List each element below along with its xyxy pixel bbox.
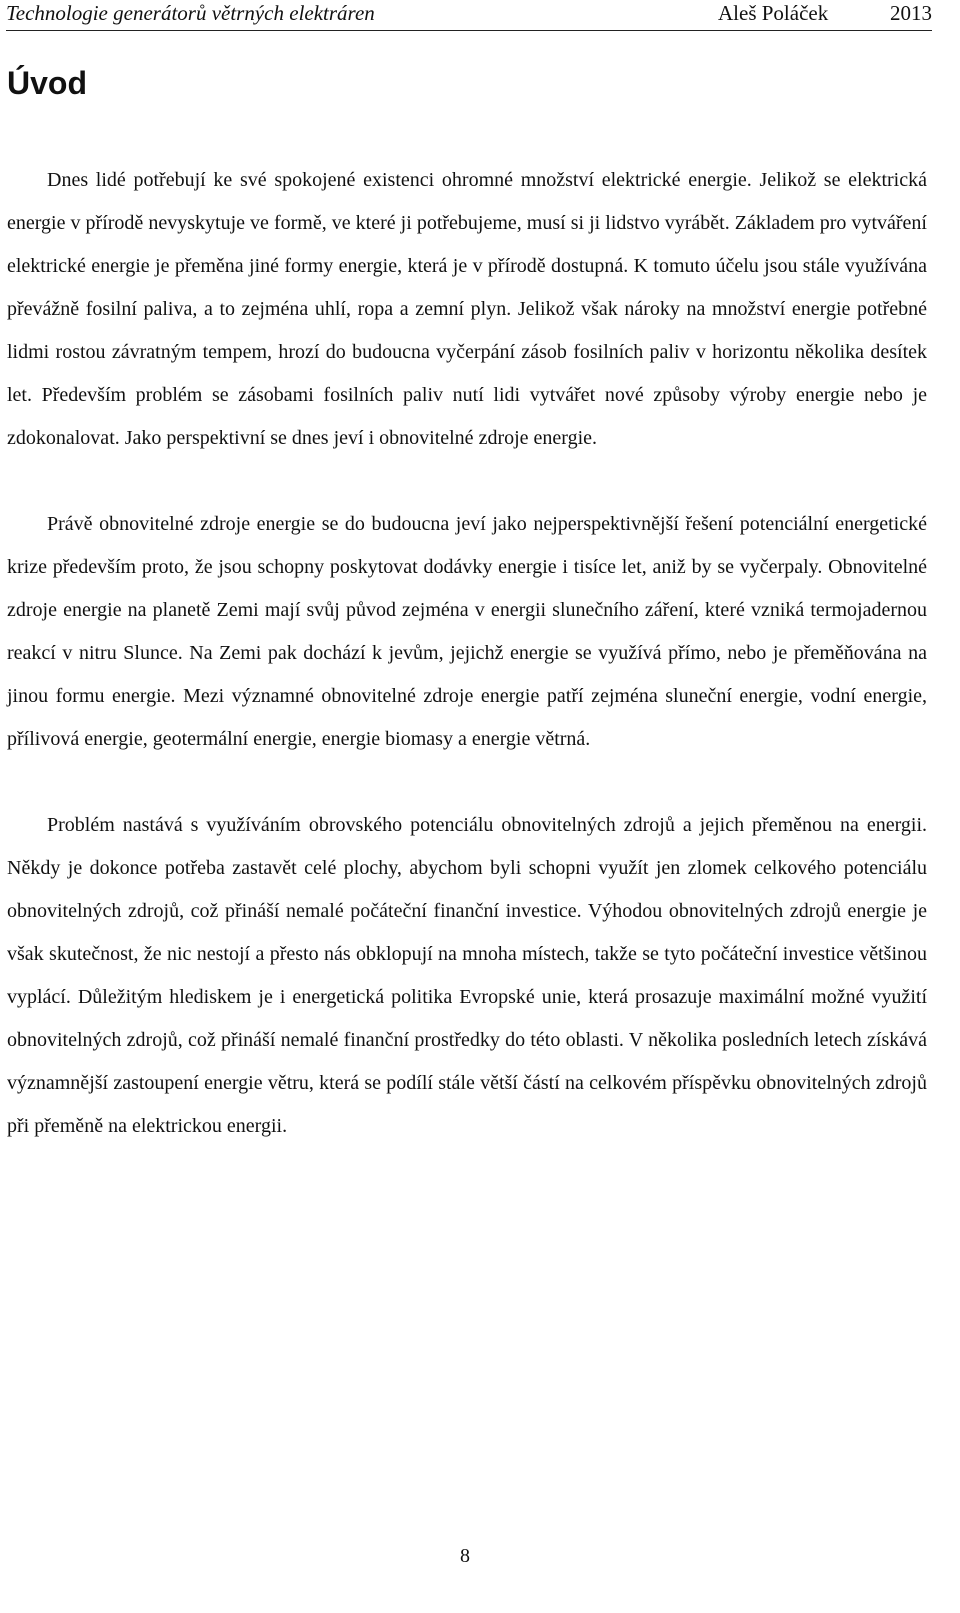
section-heading: Úvod (7, 65, 87, 101)
running-header (6, 0, 932, 31)
paragraph-2: Právě obnovitelné zdroje energie se do budoucna jeví jako nejperspektivnější řešení potenciální energetické krize především proto, že jsou schopny poskytovat dodávky energie i tisíce let, aniž by se vyčerpaly. Obnovitelné zdroje energie na planetě Zemi mají svůj původ zejména v energii slunečního záření, které vzniká termojadernou reakcí v nitru Slunce. Na Zemi pak dochází k jevům, jejichž energie se využívá přímo, nebo je přeměňována na jinou formu energie. Mezi významné obnovitelné zdroje energie patří zejména sluneční energie, vodní energie, přílivová energie, geotermální energie, energie biomasy a energie větrná. (7, 513, 927, 750)
header-document-title: Technologie generátorů větrných elektráren (6, 1, 375, 25)
header-year: 2013 (890, 1, 932, 25)
paragraph-1: Dnes lidé potřebují ke své spokojené existenci ohromné množství elektrické energie. Jelikož se elektrická energie v přírodě nevyskytuje ve formě, ve které ji potřebujeme, musí si ji lidstvo vyrábět. Základem pro vytváření elektrické energie je přeměna jiné formy energie, která je v přírodě dostupná. K tomuto účelu jsou stále využívána převážně fosilní paliva, a to zejména uhlí, ropa a zemní plyn. Jelikož však nároky na množství energie potřebné lidmi rostou závratným tempem, hrozí do budoucna vyčerpání zásob fosilních paliv v horizontu několika desítek let. Především problém se zásobami fosilních paliv nutí lidi vytvářet nové způsoby výroby energie nebo je zdokonalovat. Jako perspektivní se dnes jeví i obnovitelné zdroje energie. (7, 169, 927, 449)
paragraph-3: Problém nastává s využíváním obrovského potenciálu obnovitelných zdrojů a jejich přeměnou na energii. Někdy je dokonce potřeba zastavět celé plochy, abychom byli schopni využít jen zlomek celkového potenciálu obnovitelných zdrojů, což přináší nemalé počáteční finanční investice. Výhodou obnovitelných zdrojů energie je však skutečnost, že nic nestojí a přesto nás obklopují na mnoha místech, takže se tyto počáteční investice většinou vyplácí. Důležitým hlediskem je i energetická politika Evropské unie, která prosazuje maximální možné využití obnovitelných zdrojů, což přináší nemalé finanční prostředky do této oblasti. V několika posledních letech získává významnější zastoupení energie větru, která se podílí stále větší částí na celkovém příspěvku obnovitelných zdrojů při přeměně na elektrickou energii. (7, 814, 927, 1137)
header-author: Aleš Poláček (718, 1, 829, 25)
body-text (7, 159, 927, 1191)
page-number: 8 (460, 1545, 470, 1567)
